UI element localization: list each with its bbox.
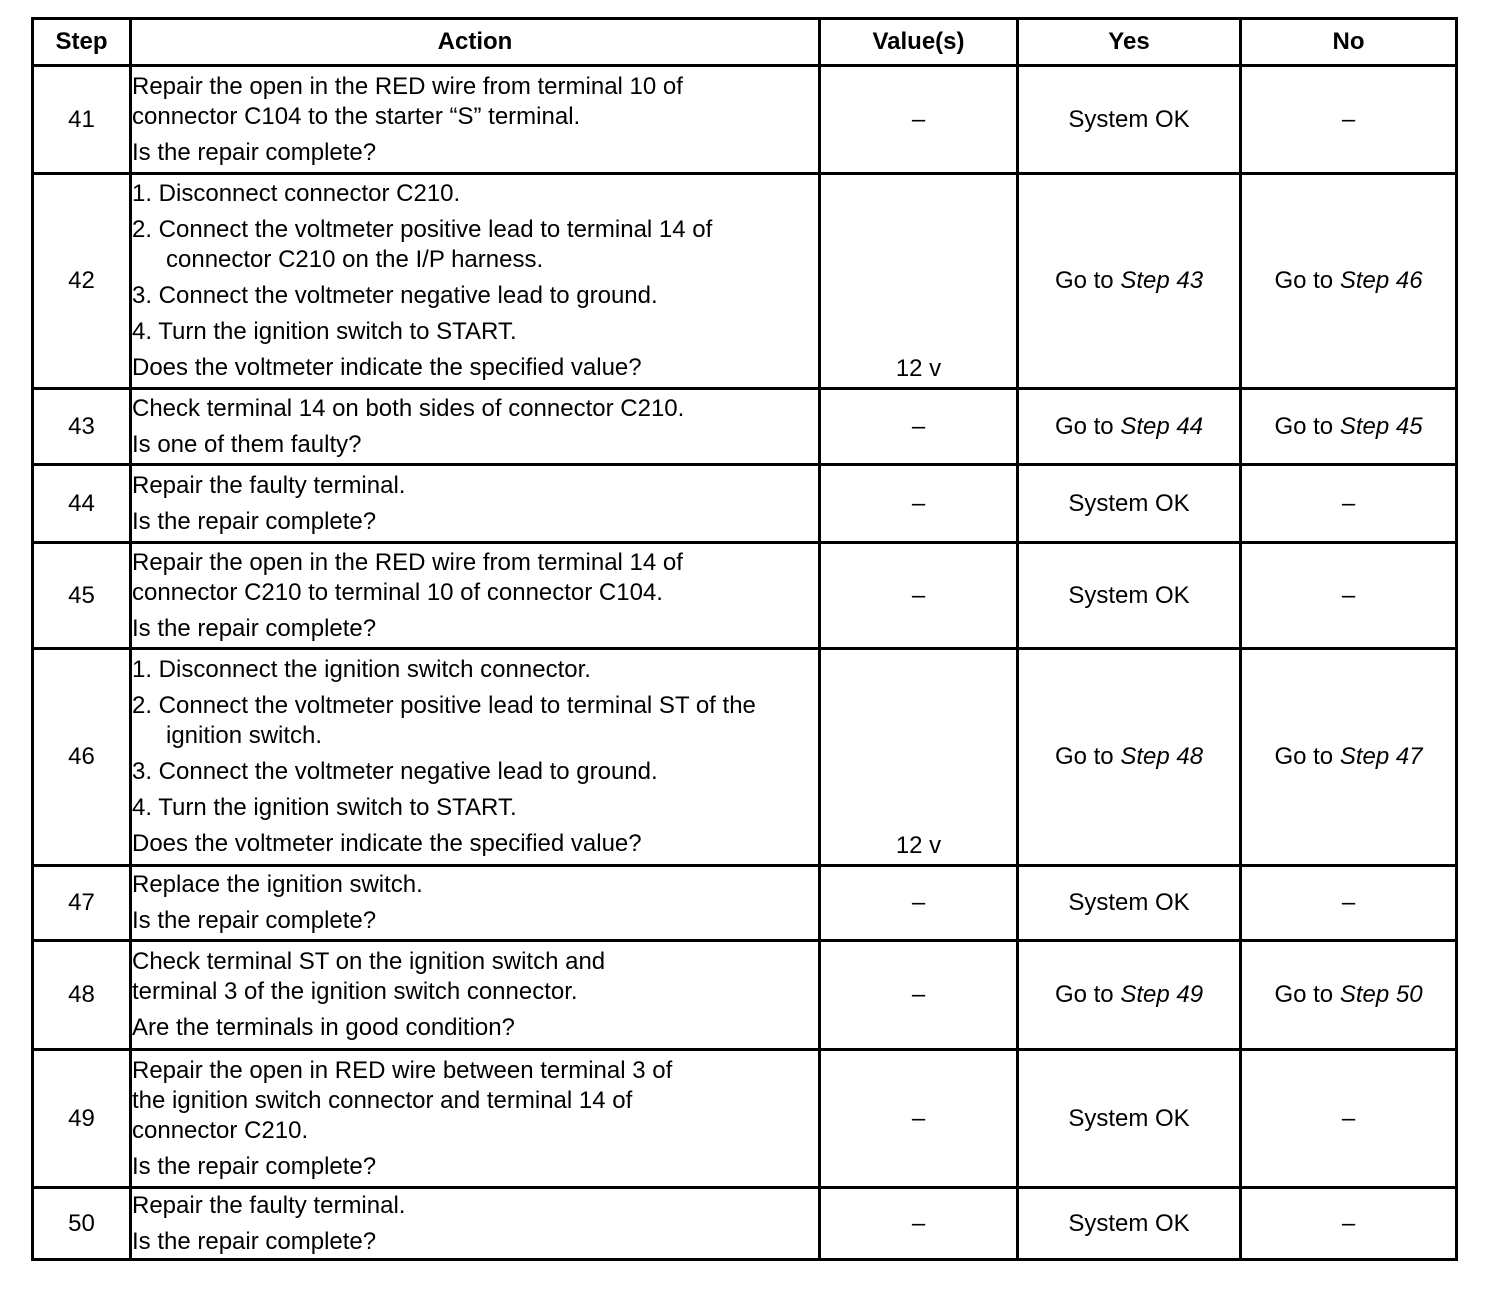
action-line: connector C210. [132, 1116, 309, 1144]
action-line: Repair the open in the RED wire from terminal 14 of [132, 548, 683, 576]
table-row [33, 66, 1457, 174]
goto-prefix: Go to [1274, 267, 1340, 294]
action-line: connector C104 to the starter “S” terminal. [132, 102, 581, 130]
yes-cell: System OK [1018, 66, 1241, 174]
yes-cell [1018, 389, 1241, 465]
yes-cell: System OK [1018, 543, 1241, 649]
yes-cell [1018, 174, 1241, 389]
goto-prefix: Go to [1054, 412, 1121, 440]
action-question: Is the repair complete? [132, 614, 377, 642]
action-question: Are the terminals in good condition? [132, 1014, 515, 1041]
value-cell: 12 v [820, 174, 1018, 389]
step-number: 49 [33, 1050, 131, 1188]
goto-prefix: Go to [1054, 981, 1121, 1008]
action-cell [131, 66, 820, 174]
action-cell [131, 649, 820, 866]
goto-prefix: Go to [1274, 981, 1340, 1008]
header-step: Step [33, 19, 131, 66]
value-cell: 12 v [820, 649, 1018, 866]
goto-prefix: Go to [1274, 412, 1340, 440]
action-question: Is the repair complete? [132, 1152, 377, 1180]
action-question: Does the voltmeter indicate the specified value? [132, 354, 642, 381]
no-cell: – [1241, 66, 1457, 174]
action-cell [131, 1188, 820, 1260]
header-no: No [1241, 19, 1457, 66]
action-list-item: 3. Connect the voltmeter negative lead to ground. [132, 758, 658, 785]
goto-step-link[interactable]: Step 47 [1339, 743, 1423, 770]
action-question: Is the repair complete? [132, 907, 377, 934]
action-list-item: 2. Connect the voltmeter positive lead to terminal 14 of connector C210 on the I/P harness. [132, 216, 713, 273]
action-list-item: 2. Connect the voltmeter positive lead to terminal ST of the ignition switch. [132, 692, 756, 749]
no-cell [1241, 649, 1457, 866]
step-number: 41 [33, 66, 131, 174]
value-cell: – [820, 941, 1018, 1050]
action-cell [131, 1050, 820, 1188]
action-line: Check terminal ST on the ignition switch and [132, 948, 606, 975]
step-number: 43 [33, 389, 131, 465]
table-row [33, 649, 1457, 866]
action-line: Replace the ignition switch. [132, 871, 423, 898]
step-number: 50 [33, 1188, 131, 1260]
value-cell: – [820, 543, 1018, 649]
action-line: the ignition switch connector and terminal 14 of [132, 1086, 633, 1114]
action-line: terminal 3 of the ignition switch connector. [132, 978, 578, 1005]
value-cell: – [820, 1050, 1018, 1188]
value-cell: – [820, 465, 1018, 543]
action-list-item: 4. Turn the ignition switch to START. [132, 794, 517, 821]
table-row [33, 389, 1457, 465]
header-action: Action [131, 19, 820, 66]
yes-cell: System OK [1018, 1188, 1241, 1260]
no-cell [1241, 174, 1457, 389]
step-number: 44 [33, 465, 131, 543]
action-cell [131, 389, 820, 465]
goto-prefix: Go to [1054, 743, 1121, 770]
no-cell [1241, 389, 1457, 465]
value-cell: – [820, 66, 1018, 174]
yes-cell: System OK [1018, 866, 1241, 941]
action-cell [131, 941, 820, 1050]
goto-step-link[interactable]: Step 44 [1120, 412, 1204, 440]
goto-step-link[interactable]: Step 43 [1120, 267, 1204, 294]
action-question: Does the voltmeter indicate the specified value? [132, 830, 642, 857]
yes-cell [1018, 649, 1241, 866]
value-cell: – [820, 389, 1018, 465]
action-line: Repair the open in RED wire between terminal 3 of [132, 1056, 673, 1084]
no-cell: – [1241, 543, 1457, 649]
action-line: Repair the faulty terminal. [132, 471, 406, 499]
header-values: Value(s) [820, 19, 1018, 66]
action-question: Is the repair complete? [132, 138, 377, 166]
goto-step-link[interactable]: Step 49 [1120, 981, 1204, 1008]
action-cell [131, 465, 820, 543]
diagnostic-table [31, 17, 1458, 1261]
value-cell: – [820, 1188, 1018, 1260]
action-cell [131, 174, 820, 389]
table-row [33, 174, 1457, 389]
action-list-item: 4. Turn the ignition switch to START. [132, 318, 517, 345]
action-line: Check terminal 14 on both sides of connector C210. [132, 394, 685, 422]
no-cell: – [1241, 1188, 1457, 1260]
step-number: 48 [33, 941, 131, 1050]
action-cell [131, 543, 820, 649]
goto-step-link[interactable]: Step 45 [1339, 412, 1423, 440]
table-row [33, 465, 1457, 543]
action-line: Repair the open in the RED wire from terminal 10 of [132, 72, 683, 100]
no-cell: – [1241, 866, 1457, 941]
table-row [33, 866, 1457, 941]
table-row [33, 941, 1457, 1050]
goto-prefix: Go to [1054, 267, 1121, 294]
goto-prefix: Go to [1274, 743, 1340, 770]
action-line: Repair the faulty terminal. [132, 1191, 406, 1219]
action-list-item: 3. Connect the voltmeter negative lead to ground. [132, 282, 658, 309]
action-list-item: 1. Disconnect connector C210. [132, 180, 461, 207]
action-cell [131, 866, 820, 941]
yes-cell: System OK [1018, 1050, 1241, 1188]
no-cell [1241, 941, 1457, 1050]
table-row [33, 543, 1457, 649]
goto-step-link[interactable]: Step 48 [1120, 743, 1204, 770]
table-row [33, 1188, 1457, 1260]
goto-step-link[interactable]: Step 50 [1339, 981, 1423, 1008]
step-number: 46 [33, 649, 131, 866]
action-question: Is the repair complete? [132, 507, 377, 535]
action-line: connector C210 to terminal 10 of connector C104. [132, 578, 663, 606]
no-cell: – [1241, 465, 1457, 543]
table-row [33, 1050, 1457, 1188]
no-cell: – [1241, 1050, 1457, 1188]
goto-step-link[interactable]: Step 46 [1339, 267, 1423, 294]
value-cell: – [820, 866, 1018, 941]
step-number: 42 [33, 174, 131, 389]
header-row [33, 19, 1457, 66]
action-list-item: 1. Disconnect the ignition switch connector. [132, 656, 591, 683]
header-yes: Yes [1018, 19, 1241, 66]
yes-cell: System OK [1018, 465, 1241, 543]
step-number: 47 [33, 866, 131, 941]
action-question: Is one of them faulty? [132, 430, 362, 458]
yes-cell [1018, 941, 1241, 1050]
action-question: Is the repair complete? [132, 1227, 377, 1255]
step-number: 45 [33, 543, 131, 649]
